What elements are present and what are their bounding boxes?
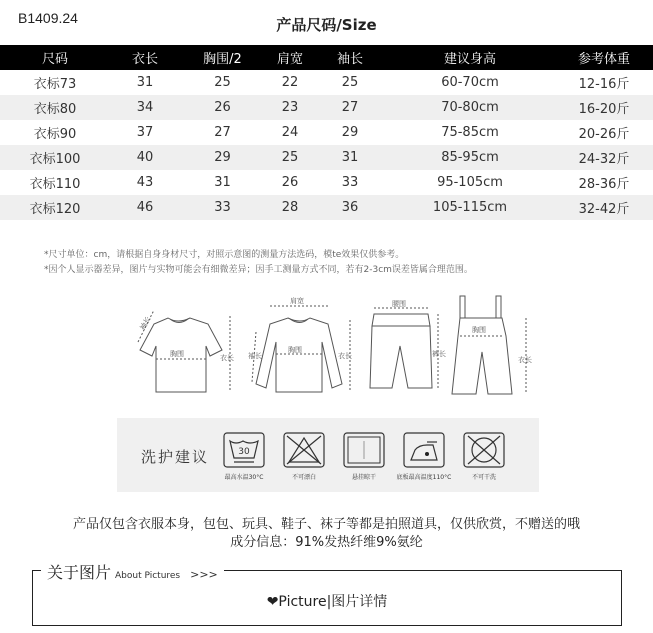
- cell-chest: 25: [214, 75, 231, 90]
- cell-height: 70-80cm: [385, 95, 555, 120]
- cell-height: 60-70cm: [441, 75, 499, 90]
- cell-chest: 33: [180, 195, 265, 220]
- cell-size: 衣标110: [29, 177, 81, 192]
- wash-30-icon: [223, 432, 265, 468]
- svg-text:胸围: 胸围: [472, 326, 486, 334]
- col-header-shoulder: 肩宽: [265, 45, 315, 70]
- pants-diagram-icon: [366, 296, 446, 396]
- product-info: [0, 516, 653, 552]
- cell-weight: 20-26斤: [578, 127, 630, 142]
- cell-length: 46: [110, 195, 180, 220]
- care-label: 底板最高温度110°C: [396, 474, 452, 481]
- picture-details-label: ❤Picture|图片详情: [266, 594, 388, 610]
- overalls-diagram-icon: [448, 292, 540, 397]
- about-title-en: About Pictures: [115, 571, 181, 581]
- cell-size: 衣标73: [33, 77, 77, 92]
- table-row: [0, 70, 653, 95]
- col-header-length: 衣长: [110, 45, 180, 70]
- svg-text:袖长: 袖长: [138, 315, 153, 332]
- cell-shoulder: 22: [281, 75, 299, 90]
- cell-shoulder: 28: [265, 195, 315, 220]
- cell-size: 衣标80: [0, 95, 110, 120]
- table-row: [0, 120, 653, 145]
- iron-110-icon: [403, 432, 445, 468]
- no-dry-clean-icon: [463, 432, 505, 468]
- care-label: 最高水温30°C: [224, 474, 264, 481]
- cell-weight: 12-16斤: [578, 77, 630, 92]
- about-title-cn: 关于图片: [47, 563, 112, 582]
- cell-length: 43: [136, 175, 154, 190]
- table-row: [0, 170, 653, 195]
- note-variance: *因个人显示器差异，图片与实物可能会有细微差异；因手工测量方式不同，若有2-3cm误差皆属合理范围。: [44, 265, 473, 275]
- cell-sleeve: 36: [315, 195, 385, 220]
- care-instructions-panel: [117, 418, 539, 492]
- cell-sleeve: 25: [341, 75, 359, 90]
- cell-height: 75-85cm: [441, 125, 499, 140]
- page-title: 产品尺码/Size: [276, 16, 377, 34]
- cell-size: 衣标120: [0, 195, 110, 220]
- care-label: 不可干洗: [471, 474, 496, 481]
- cell-shoulder: 23: [265, 95, 315, 120]
- cell-length: 37: [136, 125, 154, 140]
- about-pictures-section: [32, 563, 622, 626]
- cell-shoulder: 26: [281, 175, 299, 190]
- svg-text:腰围: 腰围: [392, 300, 406, 308]
- cell-chest: 26: [180, 95, 265, 120]
- col-header-weight: 参考体重: [555, 45, 653, 70]
- care-label: 悬挂晾干: [351, 474, 376, 481]
- no-bleach-icon: [283, 432, 325, 468]
- cell-height: 105-115cm: [385, 195, 555, 220]
- svg-text:肩宽: 肩宽: [290, 297, 304, 305]
- cell-sleeve: 33: [341, 175, 359, 190]
- arrows-icon: >>>: [190, 568, 218, 581]
- svg-text:袖长: 袖长: [248, 352, 262, 360]
- longsleeve-diagram-icon: [248, 292, 358, 397]
- note-unit: *尺寸单位：cm，请根据自身身材尺寸，对照示意图的测量方法选码，模te效果仅供参考。: [44, 250, 405, 260]
- svg-text:裤长: 裤长: [432, 350, 446, 358]
- table-row: [0, 145, 653, 170]
- cell-shoulder: 25: [265, 145, 315, 170]
- cell-length: 40: [110, 145, 180, 170]
- cell-sleeve: 31: [315, 145, 385, 170]
- cell-chest: 31: [214, 175, 231, 190]
- svg-text:胸围: 胸围: [170, 350, 184, 358]
- table-row: [0, 195, 653, 220]
- cell-height: 85-95cm: [385, 145, 555, 170]
- props-disclaimer: 产品仅包含衣服本身，包包、玩具、鞋子、袜子等都是拍照道具，仅供欣赏，不赠送的哦: [72, 517, 580, 532]
- cell-weight: 24-32斤: [555, 145, 653, 170]
- cell-shoulder: 24: [281, 125, 299, 140]
- cell-sleeve: 27: [315, 95, 385, 120]
- care-title: 洗护建议: [141, 448, 210, 466]
- cell-length: 31: [136, 75, 154, 90]
- cell-length: 34: [110, 95, 180, 120]
- svg-text:衣长: 衣长: [518, 356, 532, 364]
- tshirt-diagram-icon: [130, 302, 240, 397]
- cell-height: 95-105cm: [437, 175, 503, 190]
- size-notes: [44, 248, 473, 278]
- table-row: [0, 95, 653, 120]
- svg-text:衣长: 衣长: [220, 354, 234, 362]
- svg-text:30: 30: [238, 447, 250, 457]
- cell-sleeve: 29: [341, 125, 359, 140]
- col-header-chest: 胸围/2: [180, 45, 265, 70]
- svg-text:衣长: 衣长: [338, 352, 352, 360]
- size-table: [0, 45, 653, 220]
- hang-dry-icon: [343, 432, 385, 468]
- cell-weight: 32-42斤: [555, 195, 653, 220]
- composition-info: 成分信息：91%发热纤维9%氨纶: [230, 535, 423, 550]
- svg-text:胸围: 胸围: [288, 346, 302, 354]
- cell-chest: 27: [214, 125, 231, 140]
- cell-weight: 16-20斤: [555, 95, 653, 120]
- col-header-sleeve: 袖长: [315, 45, 385, 70]
- col-header-height: 建议身高: [385, 45, 555, 70]
- product-code: B1409.24: [18, 10, 78, 26]
- cell-weight: 28-36斤: [578, 177, 630, 192]
- measurement-diagrams: [130, 292, 540, 402]
- table-header-row: [0, 45, 653, 70]
- about-pictures-header: [41, 560, 224, 583]
- care-label: 不可漂白: [291, 474, 316, 481]
- cell-size: 衣标100: [0, 145, 110, 170]
- cell-chest: 29: [180, 145, 265, 170]
- care-item-dryclean: [449, 432, 519, 481]
- col-header-size: 尺码: [0, 45, 110, 70]
- cell-size: 衣标90: [33, 127, 77, 142]
